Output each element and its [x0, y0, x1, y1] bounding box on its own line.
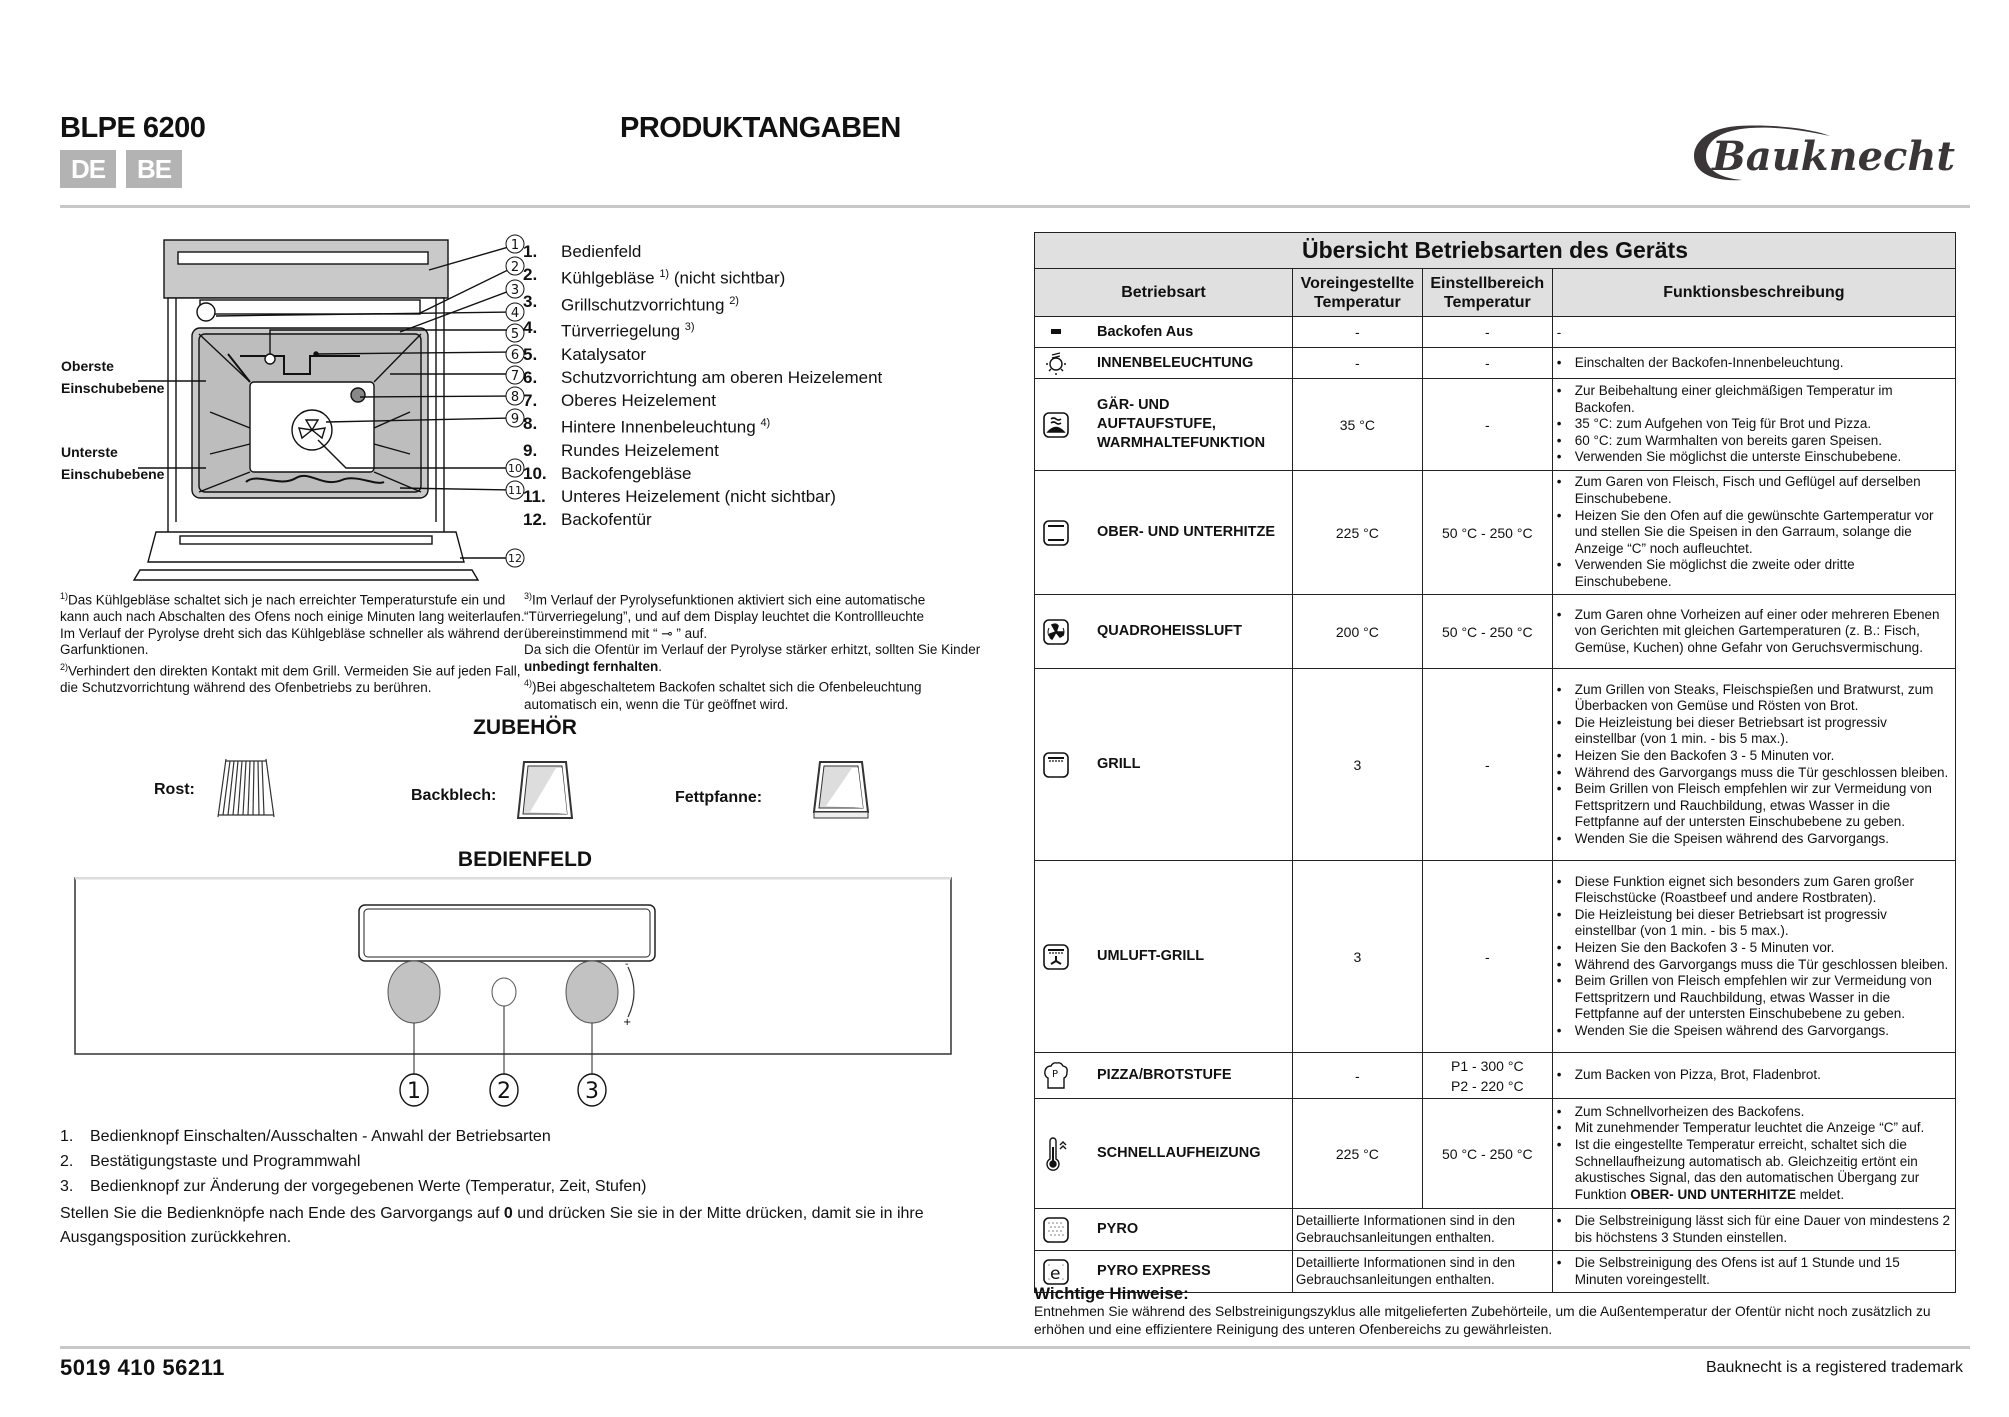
range-temp-cell: 50 °C - 250 °C — [1422, 595, 1552, 669]
knob-range-plus: + — [623, 1017, 632, 1028]
part-item — [523, 508, 882, 531]
range-temp-cell: 50 °C - 250 °C — [1422, 471, 1552, 595]
mode-name: PYRO EXPRESS — [1097, 1263, 1211, 1279]
range-temp-cell: - — [1422, 861, 1552, 1053]
table-row — [1035, 1099, 1956, 1209]
article-number: 5019 410 56211 — [60, 1355, 225, 1380]
mode-name: PYRO — [1097, 1221, 1139, 1237]
part-label: Backofentür — [561, 509, 652, 529]
part-number: 12. — [523, 509, 547, 529]
footnote-1: $^{1)}$Das Kühlgebläse schaltet sich je nach erreichter Temperaturstufe ein und kann auch nach Abschalten des Ofens noch einige Minuten lang weiterlaufen. Im Verlauf der Pyrolyse dreht sich das Kühlgebläse schneller als während der Garfunktionen. — [60, 591, 525, 658]
info-cell: Detaillierte Informationen sind in den Gebrauchsanleitungen enthalten. — [1292, 1251, 1552, 1293]
description-bullet: • Die Selbstreinigung des Ofens ist auf 1 Stunde und 15 Minuten voreingestellt. — [1557, 1255, 1951, 1288]
hints-text: Entnehmen Sie während des Selbstreinigungszyklus alle mitgelieferten Zubehörteile, um die Außentemperatur der Ofentür nicht noch zusätzlich zu erhöhen und eine effizientere Reinigung des unteren Ofenbereichs zu gewährleisten. — [1034, 1304, 1931, 1337]
part-number: 3. — [523, 291, 538, 311]
svg-text:11: 11 — [508, 484, 522, 497]
header-preset: Voreingestellte Temperatur — [1292, 269, 1422, 317]
mode-name: QUADROHEISSLUFT — [1097, 623, 1242, 639]
part-label: Grillschutzvorrichtung $^{2)}$ — [561, 294, 739, 315]
part-number: 1. — [523, 242, 538, 261]
part-number: 5. — [523, 344, 538, 364]
header-divider — [60, 205, 1970, 208]
trademark-note: Bauknecht is a registered trademark — [1705, 1359, 1963, 1376]
parts-list — [523, 240, 882, 531]
description-bullet: • Die Selbstreinigung lässt sich für eine Dauer von mindestens 2 bis höchstens 3 Stunden einstellen. — [1557, 1213, 1951, 1246]
description-bullet: • Zum Backen von Pizza, Brot, Fladenbrot. — [1557, 1067, 1951, 1084]
range-temp-cell: P1 - 300 °C P2 - 220 °C — [1422, 1053, 1552, 1099]
svg-text:3: 3 — [585, 1079, 599, 1104]
rear-lamp-shape — [351, 388, 365, 402]
description-cell — [1552, 348, 1955, 379]
part-number: 9. — [523, 440, 538, 460]
svg-text:6: 6 — [510, 348, 520, 363]
range-temp-cell: 50 °C - 250 °C — [1422, 1099, 1552, 1209]
description-bullet: • Die Heizleistung bei dieser Betriebsart ist progressiv einstellbar (von 1 min. - bis 5 max.). — [1557, 907, 1951, 940]
control-panel-title: BEDIENFELD — [457, 848, 593, 871]
mode-cell — [1035, 1053, 1293, 1099]
part-label: Backofengebläse — [561, 463, 692, 483]
table-title: Übersicht Betriebsarten des Geräts — [1035, 233, 1956, 269]
callout-12 — [506, 549, 524, 567]
description-cell — [1552, 1099, 1955, 1209]
preset-temp-cell: - — [1292, 317, 1422, 348]
description-cell — [1552, 379, 1955, 471]
control-item: 1. Bedienknopf Einschalten/Ausschalten - Anwahl der Betriebsarten — [60, 1128, 551, 1145]
accessories-title: ZUBEHÖR — [473, 716, 577, 739]
svg-text:3: 3 — [510, 283, 520, 298]
part-item — [523, 389, 882, 412]
table-row — [1035, 861, 1956, 1053]
footnote-3: $^{3)}$Im Verlauf der Pyrolysefunktionen aktiviert sich eine automatische “Türverriegelung”, und auf dem Display leuchtet die Kontrollleuchte übereinstimmend mit “ ⊸ ” auf. — [524, 591, 926, 641]
part-number: 2. — [523, 265, 538, 284]
description-bullet: • Zum Grillen von Steaks, Fleischspießen und Bratwurst, zum Überbacken von Gemüse und Rösten von Brot. — [1557, 682, 1951, 715]
mode-name: SCHNELLAUFHEIZUNG — [1097, 1145, 1261, 1161]
table-row — [1035, 348, 1956, 379]
description-bullet: • Einschalten der Backofen-Innenbeleuchtung. — [1557, 355, 1951, 372]
range-temp-cell: - — [1422, 348, 1552, 379]
svg-text:1: 1 — [510, 238, 520, 253]
mode-cell — [1035, 379, 1293, 471]
panel-callout-1 — [400, 1074, 428, 1106]
mode-cell — [1035, 1099, 1293, 1209]
control-item: 2. Bestätigungstaste und Programmwahl — [60, 1153, 361, 1170]
part-label: Oberes Heizelement — [561, 390, 716, 410]
part-number: 11. — [523, 486, 546, 506]
bauknecht-logo — [1690, 118, 1970, 188]
panel-callout-3 — [578, 1074, 606, 1106]
preset-temp-cell: - — [1292, 1053, 1422, 1099]
description-cell — [1552, 669, 1955, 861]
hints-title: Wichtige Hinweise: — [1034, 1284, 1189, 1303]
description-cell — [1552, 595, 1955, 669]
preset-temp-cell: 3 — [1292, 861, 1422, 1053]
part-label: Bedienfeld — [561, 242, 642, 261]
description-bullet: • Zum Schnellvorheizen des Backofens. — [1557, 1104, 1951, 1121]
description-cell — [1552, 471, 1955, 595]
baking-tray-icon — [516, 760, 574, 822]
accessory-label-rack: Rost: — [154, 781, 195, 798]
part-item — [523, 316, 882, 343]
preset-temp-cell: 225 °C — [1292, 1099, 1422, 1209]
part-number: 4. — [523, 318, 538, 338]
description-bullet: • Ist die eingestellte Temperatur erreicht, schaltet sich die Schnellaufheizung automatisch ab. Gleichzeitig ertönt ein akustisches Signal, das den automatischen Übergang zur Funktion OBER- UND UNTERHITZE meldet. — [1557, 1137, 1951, 1203]
description-bullet: • 35 °C: zum Aufgehen von Teig für Brot und Pizza. — [1557, 416, 1951, 433]
description-cell: - — [1552, 317, 1955, 348]
oven-control-panel-shape — [164, 240, 448, 298]
svg-text:7: 7 — [510, 369, 520, 384]
svg-text:2: 2 — [510, 260, 520, 275]
footnotes-right — [524, 588, 984, 713]
grill-icon — [1037, 750, 1075, 780]
table-row — [1035, 1209, 1956, 1251]
part-item — [523, 412, 882, 439]
oven-rack-icon — [216, 757, 276, 823]
accessory-label-tray: Backblech: — [411, 787, 497, 804]
table-row — [1035, 317, 1956, 348]
description-bullet: • Während des Garvorgangs muss die Tür geschlossen bleiben. — [1557, 765, 1951, 782]
range-temp-cell: - — [1422, 317, 1552, 348]
mode-cell — [1035, 1209, 1293, 1251]
mode-cell — [1035, 348, 1293, 379]
lamp-icon — [1037, 348, 1075, 378]
mode-cell — [1035, 669, 1293, 861]
fan-icon — [1037, 617, 1075, 647]
preset-temp-cell: 35 °C — [1292, 379, 1422, 471]
preset-temp-cell: 200 °C — [1292, 595, 1422, 669]
part-label: Kühlgebläse $^{1)}$ (nicht sichtbar) — [561, 268, 786, 288]
top-bottom-heat-icon — [1037, 518, 1075, 548]
description-bullet: • Die Heizleistung bei dieser Betriebsart ist progressiv einstellbar (von 1 min. - bis 5 max.). — [1557, 715, 1951, 748]
cooling-fan-shape — [197, 303, 215, 321]
table-row — [1035, 471, 1956, 595]
description-cell — [1552, 1053, 1955, 1099]
range-temp-cell: - — [1422, 379, 1552, 471]
description-bullet: • Wenden Sie die Speisen während des Garvorgangs. — [1557, 1023, 1951, 1040]
svg-text:e: e — [1050, 1263, 1061, 1284]
callout-2 — [506, 257, 524, 275]
callout-5 — [506, 324, 524, 342]
table-row — [1035, 1053, 1956, 1099]
model-number: BLPE 6200 — [60, 112, 206, 144]
part-number: 10. — [523, 463, 547, 483]
part-item — [523, 366, 882, 389]
controls-note: Stellen Sie die Bedienknöpfe nach Ende des Garvorgangs auf 0 und drücken Sie sie in der Mitte drücken, damit sie in ihre Ausgangsposition zurückkehren. — [60, 1205, 924, 1246]
footer-divider — [60, 1346, 1970, 1349]
mode-cell — [1035, 595, 1293, 669]
mode-cell — [1035, 471, 1293, 595]
svg-text:10: 10 — [508, 462, 522, 475]
callout-10 — [506, 459, 524, 477]
part-item — [523, 263, 882, 290]
range-temp-cell: - — [1422, 669, 1552, 861]
callout-7 — [506, 366, 524, 384]
control-panel-diagram — [74, 877, 954, 1117]
part-number: 7. — [523, 390, 538, 410]
display-window — [359, 905, 655, 961]
svg-text:4: 4 — [510, 306, 520, 321]
page-title: PRODUKTANGABEN — [620, 112, 901, 144]
description-bullet: • Heizen Sie den Ofen auf die gewünschte Gartemperatur vor und stellen Sie die Speisen in den Garraum, solange die Anzeige “C” noch aufleuchtet. — [1557, 508, 1951, 558]
mode-cell — [1035, 861, 1293, 1053]
modes-table — [1034, 232, 1956, 1293]
bottom-level-label: Unterste Einschubebene — [61, 444, 165, 482]
callout-6 — [506, 345, 524, 363]
language-badge-de: DE — [60, 150, 116, 188]
confirm-button[interactable] — [492, 978, 516, 1006]
description-bullet: • Zur Beibehaltung einer gleichmäßigen Temperatur im Backofen. — [1557, 383, 1951, 416]
mode-knob[interactable] — [388, 961, 440, 1023]
knob-range-minus: - — [625, 959, 629, 970]
svg-text:12: 12 — [508, 552, 522, 565]
part-number: 8. — [523, 413, 538, 433]
fast-preheat-icon — [1037, 1139, 1075, 1169]
language-badge-be: BE — [126, 150, 182, 188]
off-icon — [1037, 317, 1075, 347]
mode-name: INNENBELEUCHTUNG — [1097, 354, 1254, 371]
table-row — [1035, 379, 1956, 471]
callout-11 — [506, 481, 524, 499]
controls-list — [60, 1124, 646, 1199]
svg-text:5: 5 — [510, 327, 520, 342]
control-item: 3. Bedienknopf zur Änderung der vorgegebenen Werte (Temperatur, Zeit, Stufen) — [60, 1178, 647, 1195]
description-bullet: • Zum Garen ohne Vorheizen auf einer oder mehreren Ebenen von Gerichten mit gleichen Gartemperaturen (z. B.: Fisch, Gemüse, Kuchen) ohne Gefahr von Geruchsvermischung. — [1557, 607, 1951, 657]
footnote-2: $^{2)}$Verhindert den direkten Kontakt mit dem Grill. Vermeiden Sie auf jeden Fall, die Schutzvorrichtung während des Ofenbetriebs zu berühren. — [60, 661, 521, 695]
header-mode: Betriebsart — [1035, 269, 1293, 317]
description-bullet: • Verwenden Sie möglichst die unterste Einschubebene. — [1557, 449, 1951, 466]
description-cell — [1552, 1251, 1955, 1293]
part-label: Türverriegelung $^{3)}$ — [561, 321, 695, 341]
svg-text:P: P — [1052, 1068, 1059, 1080]
callout-4 — [506, 303, 524, 321]
description-bullet: • Wenden Sie die Speisen während des Garvorgangs. — [1557, 831, 1951, 848]
svg-text:2: 2 — [497, 1079, 511, 1104]
header-range: Einstellbereich Temperatur — [1422, 269, 1552, 317]
callout-8 — [506, 387, 524, 405]
mode-name: Backofen Aus — [1097, 323, 1194, 340]
callout-3 — [506, 280, 524, 298]
pyro-express-icon — [1037, 1257, 1075, 1287]
table-row — [1035, 669, 1956, 861]
description-bullet: • Während des Garvorgangs muss die Tür geschlossen bleiben. — [1557, 957, 1951, 974]
part-label: Unteres Heizelement (nicht sichtbar) — [561, 486, 836, 506]
logo-text: Bauknecht — [1712, 133, 1955, 180]
callout-1 — [506, 235, 524, 253]
description-bullet: • Diese Funktion eignet sich besonders zum Garen großer Fleischstücke (Roastbeef und andere Rostbraten). — [1557, 874, 1951, 907]
part-item — [523, 439, 882, 462]
info-cell: Detaillierte Informationen sind in den Gebrauchsanleitungen enthalten. — [1292, 1209, 1552, 1251]
preset-temp-cell: 3 — [1292, 669, 1422, 861]
preset-temp-cell: - — [1292, 348, 1422, 379]
description-cell — [1552, 861, 1955, 1053]
part-item — [523, 485, 882, 508]
header-description: Funktionsbeschreibung — [1552, 269, 1955, 317]
part-label: Rundes Heizelement — [561, 440, 719, 460]
description-bullet: • Zum Garen von Fleisch, Fisch und Geflügel auf derselben Einschubebene. — [1557, 474, 1951, 507]
part-item — [523, 290, 882, 317]
proofing-icon — [1037, 410, 1075, 440]
description-bullet: • Verwenden Sie möglichst die zweite oder dritte Einschubebene. — [1557, 557, 1951, 590]
callout-9 — [506, 409, 524, 427]
pizza-icon — [1037, 1061, 1075, 1091]
footnote-3b: Da sich die Ofentür im Verlauf der Pyrolyse stärker erhitzt, sollten Sie Kinder unbedingt fernhalten. — [524, 642, 981, 674]
table-header-row — [1035, 269, 1956, 317]
part-number: 6. — [523, 367, 538, 387]
preset-temp-cell: 225 °C — [1292, 471, 1422, 595]
description-bullet: • Heizen Sie den Backofen 3 - 5 Minuten vor. — [1557, 940, 1951, 957]
drip-pan-icon — [812, 760, 870, 822]
mode-name: UMLUFT-GRILL — [1097, 948, 1205, 964]
description-bullet: • Beim Grillen von Fleisch empfehlen wir zur Vermeidung von Fettspritzern und Rauchbildung, etwas Wasser in die Fettpfanne auf der untersten Einschubebene zu geben. — [1557, 973, 1951, 1023]
part-item — [523, 343, 882, 366]
description-bullet: • Heizen Sie den Backofen 3 - 5 Minuten vor. — [1557, 748, 1951, 765]
mode-cell — [1035, 317, 1293, 348]
mode-name: GRILL — [1097, 756, 1141, 772]
mode-name: OBER- UND UNTERHITZE — [1097, 524, 1276, 540]
part-label: Hintere Innenbeleuchtung $^{4)}$ — [561, 416, 771, 437]
mode-name: PIZZA/BROTSTUFE — [1097, 1067, 1232, 1083]
part-item — [523, 240, 882, 263]
top-level-label: Oberste Einschubebene — [61, 358, 165, 396]
value-knob[interactable] — [566, 961, 618, 1023]
panel-callout-2 — [490, 1074, 518, 1106]
accessory-label-drip-pan: Fettpfanne: — [675, 789, 763, 806]
svg-text:1: 1 — [407, 1079, 421, 1104]
modes-table-wrapper — [1034, 232, 1956, 1293]
footnote-4: $^{4)}$)Bei abgeschaltetem Backofen schaltet sich die Ofenbeleuchtung automatisch ein, wenn die Tür geöffnet wird. — [524, 678, 922, 712]
fan-grill-icon — [1037, 942, 1075, 972]
svg-text:8: 8 — [510, 390, 520, 405]
part-label: Katalysator — [561, 344, 647, 364]
pyro-icon — [1037, 1215, 1075, 1245]
part-item — [523, 462, 882, 485]
oven-diagram — [60, 232, 530, 584]
svg-text:9: 9 — [510, 412, 520, 427]
description-bullet: • Beim Grillen von Fleisch empfehlen wir zur Vermeidung von Fettspritzern und Rauchbildung, etwas Wasser in die Fettpfanne auf der untersten Einschubebene zu geben. — [1557, 781, 1951, 831]
table-row — [1035, 595, 1956, 669]
description-cell — [1552, 1209, 1955, 1251]
description-bullet: • Mit zunehmender Temperatur leuchtet die Anzeige “C” auf. — [1557, 1120, 1951, 1137]
footnotes-left — [60, 588, 530, 697]
part-label: Schutzvorrichtung am oberen Heizelement — [561, 367, 883, 387]
description-bullet: • 60 °C: zum Warmhalten von bereits garen Speisen. — [1557, 433, 1951, 450]
mode-name: GÄR- UND AUFTAUFSTUFE, WARMHALTEFUNKTION — [1097, 397, 1266, 451]
